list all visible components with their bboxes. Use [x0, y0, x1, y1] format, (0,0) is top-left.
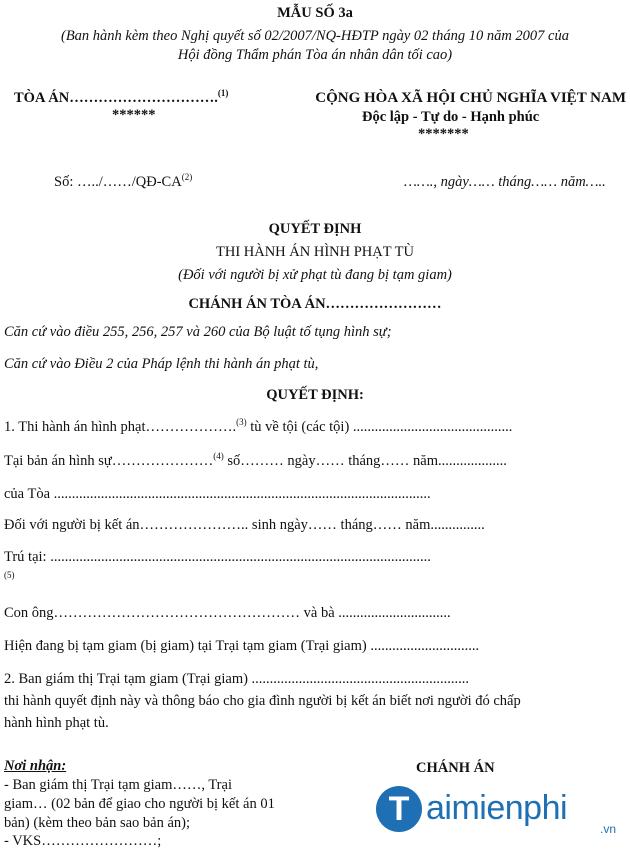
recipient-item: bản) (kèm theo bản sao bản án); [4, 815, 191, 831]
judgment-line: Tại bản án hình sự…………………$^{(4)}$ số……… ngày…… tháng…… năm................... [4, 451, 507, 469]
legal-basis-1: Căn cứ vào điều 255, 256, 257 và 260 của Bộ luật tố tụng hình sự; [4, 324, 392, 340]
recipient-item: giam… (02 bản để giao cho người bị kết án 01 [4, 796, 275, 812]
national-motto: Độc lập - Tự do - Hạnh phúc [362, 109, 540, 125]
logo-t-icon: T [376, 786, 422, 832]
court-of-line: của Tòa ........................................................................................................ [4, 486, 431, 502]
parents-line: Con ông…………………………………………… và bà ............................... [4, 605, 451, 621]
taimienphi-watermark-logo [376, 784, 616, 838]
court-name: TÒA ÁN………………………….$^{(1)}$ [14, 88, 229, 106]
item-1: 1. Thi hành án hình phạt……………….$^{(3)}$ tù về tội (các tội) ............................................ [4, 417, 513, 435]
item-2-end: hành hình phạt tù. [4, 715, 109, 731]
detention-line: Hiện đang bị tạm giam (bị giam) tại Trại tạm giam (Trại giam) .............................. [4, 638, 480, 654]
legal-basis-2: Căn cứ vào Điều 2 của Pháp lệnh thi hành án phạt tù, [4, 356, 319, 372]
issuance-note-line1: (Ban hành kèm theo Nghị quyết số 02/2007/NQ-HĐTP ngày 02 tháng 10 năm 2007 của [61, 28, 569, 44]
decision-title: QUYẾT ĐỊNH [268, 221, 362, 237]
recipients-heading: Nơi nhận: [4, 758, 67, 774]
item-2-continued: thi hành quyết định này và thông báo cho gia đình người bị kết án biết nơi người đó chấp [4, 693, 521, 709]
issuance-note-line2: Hội đồng Thẩm phán Tòa án nhân dân tối cao) [177, 47, 453, 63]
national-name: CỘNG HÒA XÃ HỘI CHỦ NGHĨA VIỆT NAM [315, 90, 626, 106]
decision-subtitle: THI HÀNH ÁN HÌNH PHẠT TÙ [215, 244, 415, 260]
date-line: ……., ngày…… tháng…… năm….. [404, 174, 606, 190]
court-stars: ****** [112, 107, 156, 123]
chief-judge-heading: CHÁNH ÁN TÒA ÁN…………………… [188, 296, 442, 312]
logo-domain-suffix: .vn [599, 822, 616, 836]
recipient-item: - VKS……………………; [4, 833, 162, 849]
residence-line: Trú tại: ......................................................................................................... [4, 549, 431, 565]
logo-brand-text: aimienphi [426, 789, 568, 827]
decision-subtitle-note: (Đối với người bị xử phạt tù đang bị tạm giam) [178, 267, 452, 283]
decision-number: Số: …../……/QĐ-CA$^{(2)}$ [54, 172, 193, 190]
note-5: (5) [4, 570, 15, 580]
national-stars: ******* [418, 126, 469, 142]
decide-heading: QUYẾT ĐỊNH: [266, 387, 364, 403]
recipient-item: - Ban giám thị Trại tạm giam……, Trại [4, 777, 232, 793]
signer-title: CHÁNH ÁN [416, 760, 495, 776]
convict-line: Đối với người bị kết án………………….. sinh ngày…… tháng…… năm............... [4, 517, 485, 533]
form-number: MẪU SỐ 3a [277, 5, 353, 21]
item-2: 2. Ban giám thị Trại tạm giam (Trại giam) ............................................................ [4, 671, 470, 687]
